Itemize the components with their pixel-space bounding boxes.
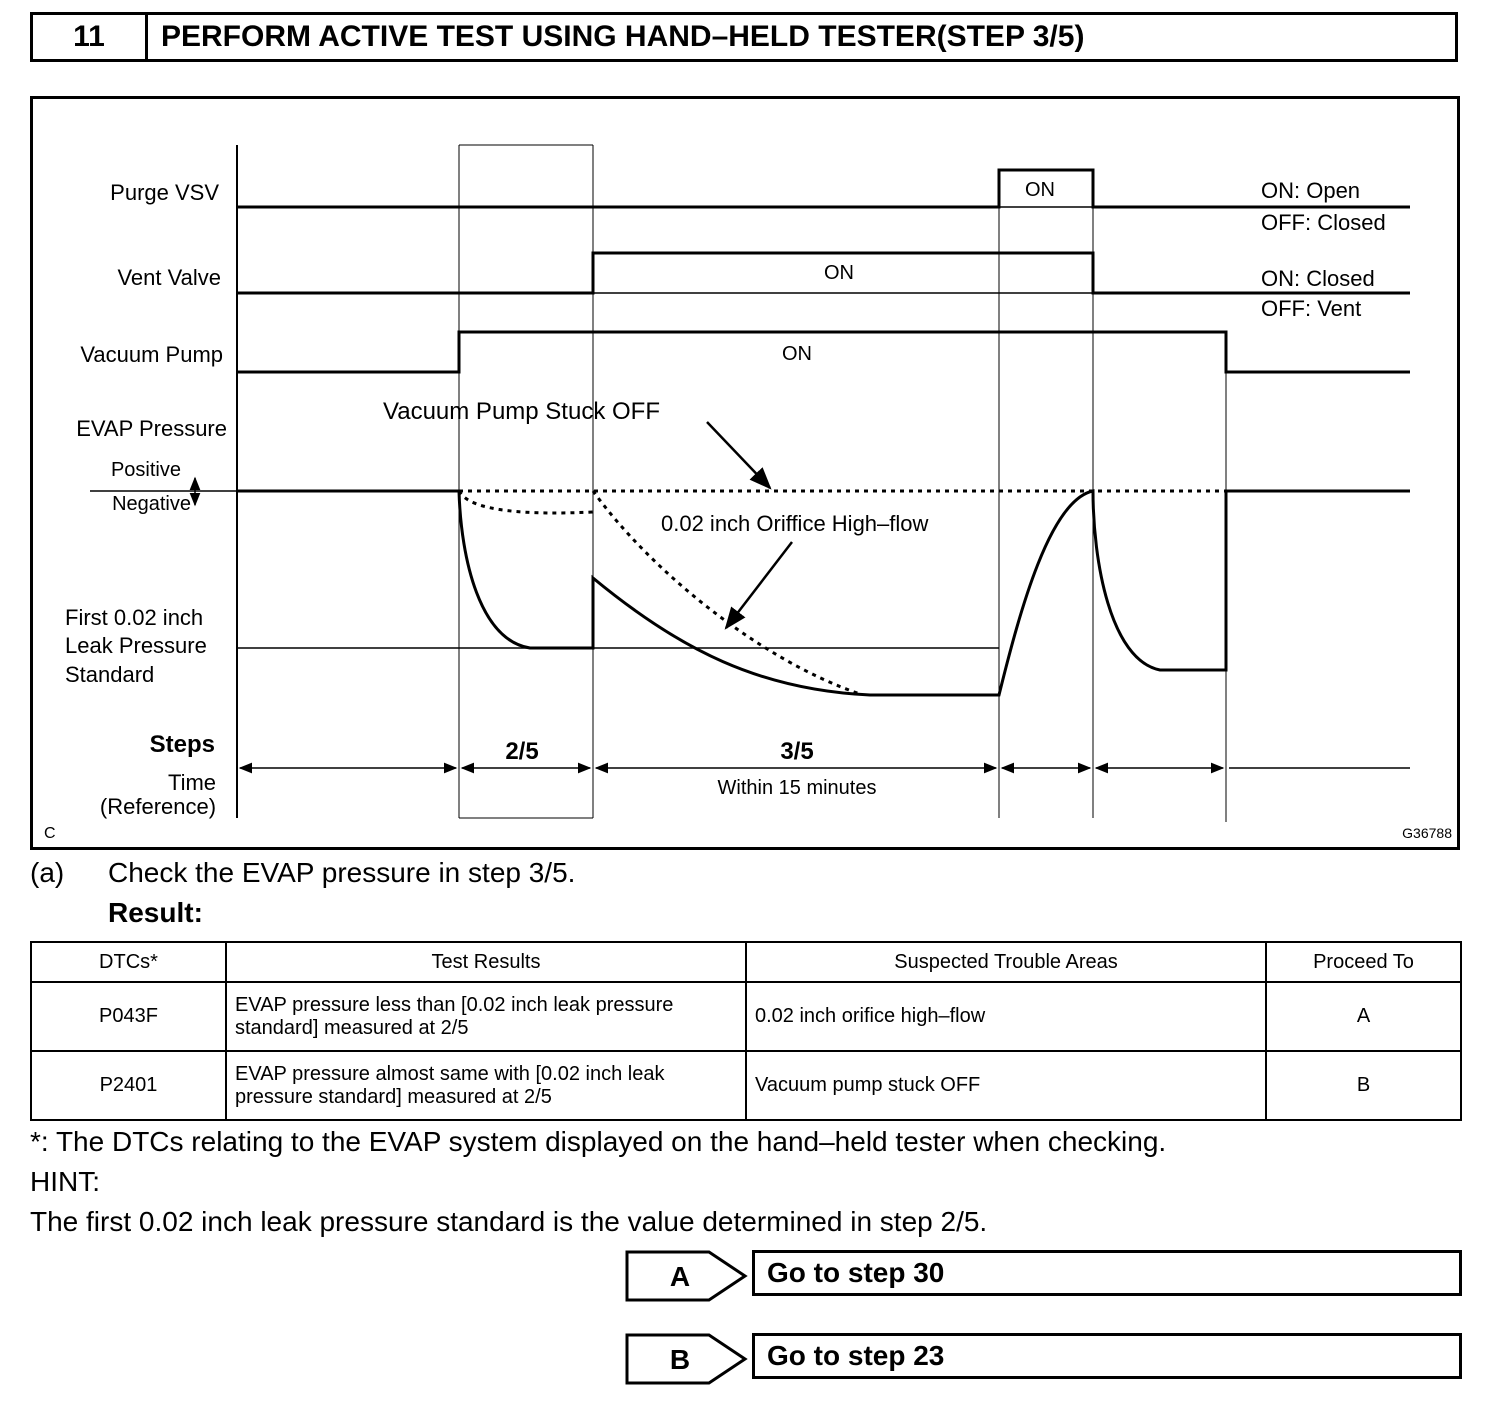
timing-diagram <box>30 96 1460 850</box>
col-header-trouble-areas: Suspected Trouble Areas <box>746 942 1266 982</box>
goto-b-arrow-box[interactable] <box>625 1333 749 1385</box>
goto-a-arrow-box[interactable] <box>625 1250 749 1302</box>
negative-label: Negative <box>112 493 191 515</box>
vent-legend-on: ON: Closed <box>1261 266 1375 291</box>
positive-label: Positive <box>110 459 181 481</box>
goto-b-button[interactable]: Go to step 23 <box>752 1333 1462 1379</box>
vacuum-pump-signal <box>237 332 1410 372</box>
standard-label-3: Standard <box>65 662 155 687</box>
steps-label: Steps <box>149 731 215 758</box>
standard-label-2: Leak Pressure <box>65 633 207 658</box>
step-header <box>30 12 1458 62</box>
purge-on-label: ON <box>1025 179 1055 201</box>
purge-vsv-label: Purge VSV <box>110 180 219 205</box>
step-title: PERFORM ACTIVE TEST USING HAND–HELD TESTER(STEP 3/5) <box>161 20 1085 53</box>
orifice-annotation: 0.02 inch Oriffice High–flow <box>661 511 929 536</box>
stuck-off-arrow <box>707 422 770 488</box>
instruction-text: Check the EVAP pressure in step 3/5. <box>108 857 576 888</box>
result-table <box>30 941 1462 1121</box>
figure-id: G36788 <box>1402 825 1452 841</box>
orifice-arrow <box>726 542 792 628</box>
goto-b-letter: B <box>669 1344 691 1375</box>
standard-label-1: First 0.02 inch <box>65 605 204 630</box>
reference-label: (Reference) <box>99 794 217 819</box>
stuck-off-annotation: Vacuum Pump Stuck OFF <box>383 398 660 425</box>
col-header-proceed-to: Proceed To <box>1266 942 1461 982</box>
footnote: *: The DTCs relating to the EVAP system displayed on the hand–held tester when checking. <box>30 1126 1167 1157</box>
proceed-cell: A <box>1266 982 1461 1051</box>
area-cell: 0.02 inch orifice high–flow <box>746 982 1266 1051</box>
table-row <box>31 1051 1461 1120</box>
table-row <box>31 982 1461 1051</box>
corner-code: C <box>44 825 56 842</box>
instruction-marker: (a) <box>30 857 65 888</box>
purge-vsv-signal <box>237 170 1410 207</box>
dtc-cell: P2401 <box>31 1051 226 1120</box>
time-label: Time <box>167 770 217 795</box>
vent-valve-label: Vent Valve <box>117 265 221 290</box>
purge-legend-on: ON: Open <box>1261 178 1361 203</box>
vent-on-label: ON <box>824 262 854 284</box>
table-header-row <box>31 942 1461 982</box>
goto-a-letter: A <box>669 1261 691 1292</box>
result-cell: EVAP pressure almost same with [0.02 inch leak pressure standard] measured at 2/5 <box>226 1051 746 1120</box>
evap-pressure-label: EVAP Pressure <box>76 416 227 441</box>
pump-on-label: ON <box>782 343 812 365</box>
step-2-label: 2/5 <box>505 738 539 765</box>
area-cell: Vacuum pump stuck OFF <box>746 1051 1266 1120</box>
purge-legend-off: OFF: Closed <box>1261 210 1386 235</box>
col-header-dtcs: DTCs* <box>31 942 226 982</box>
goto-a-button[interactable]: Go to step 30 <box>752 1250 1462 1296</box>
step-number: 11 <box>33 15 148 59</box>
vent-legend-off: OFF: Vent <box>1261 296 1362 321</box>
high-flow-trace-2 <box>459 491 593 513</box>
hint-label: HINT: <box>30 1166 100 1197</box>
vacuum-pump-label: Vacuum Pump <box>80 342 223 367</box>
result-cell: EVAP pressure less than [0.02 inch leak pressure standard] measured at 2/5 <box>226 982 746 1051</box>
proceed-cell: B <box>1266 1051 1461 1120</box>
result-label: Result: <box>108 897 203 928</box>
hint-text: The first 0.02 inch leak pressure standard is the value determined in step 2/5. <box>30 1206 988 1237</box>
timing-diagram-svg <box>33 99 1457 847</box>
dtc-cell: P043F <box>31 982 226 1051</box>
step-3-label: 3/5 <box>780 738 814 765</box>
within-15-label: Within 15 minutes <box>717 777 877 799</box>
col-header-test-results: Test Results <box>226 942 746 982</box>
